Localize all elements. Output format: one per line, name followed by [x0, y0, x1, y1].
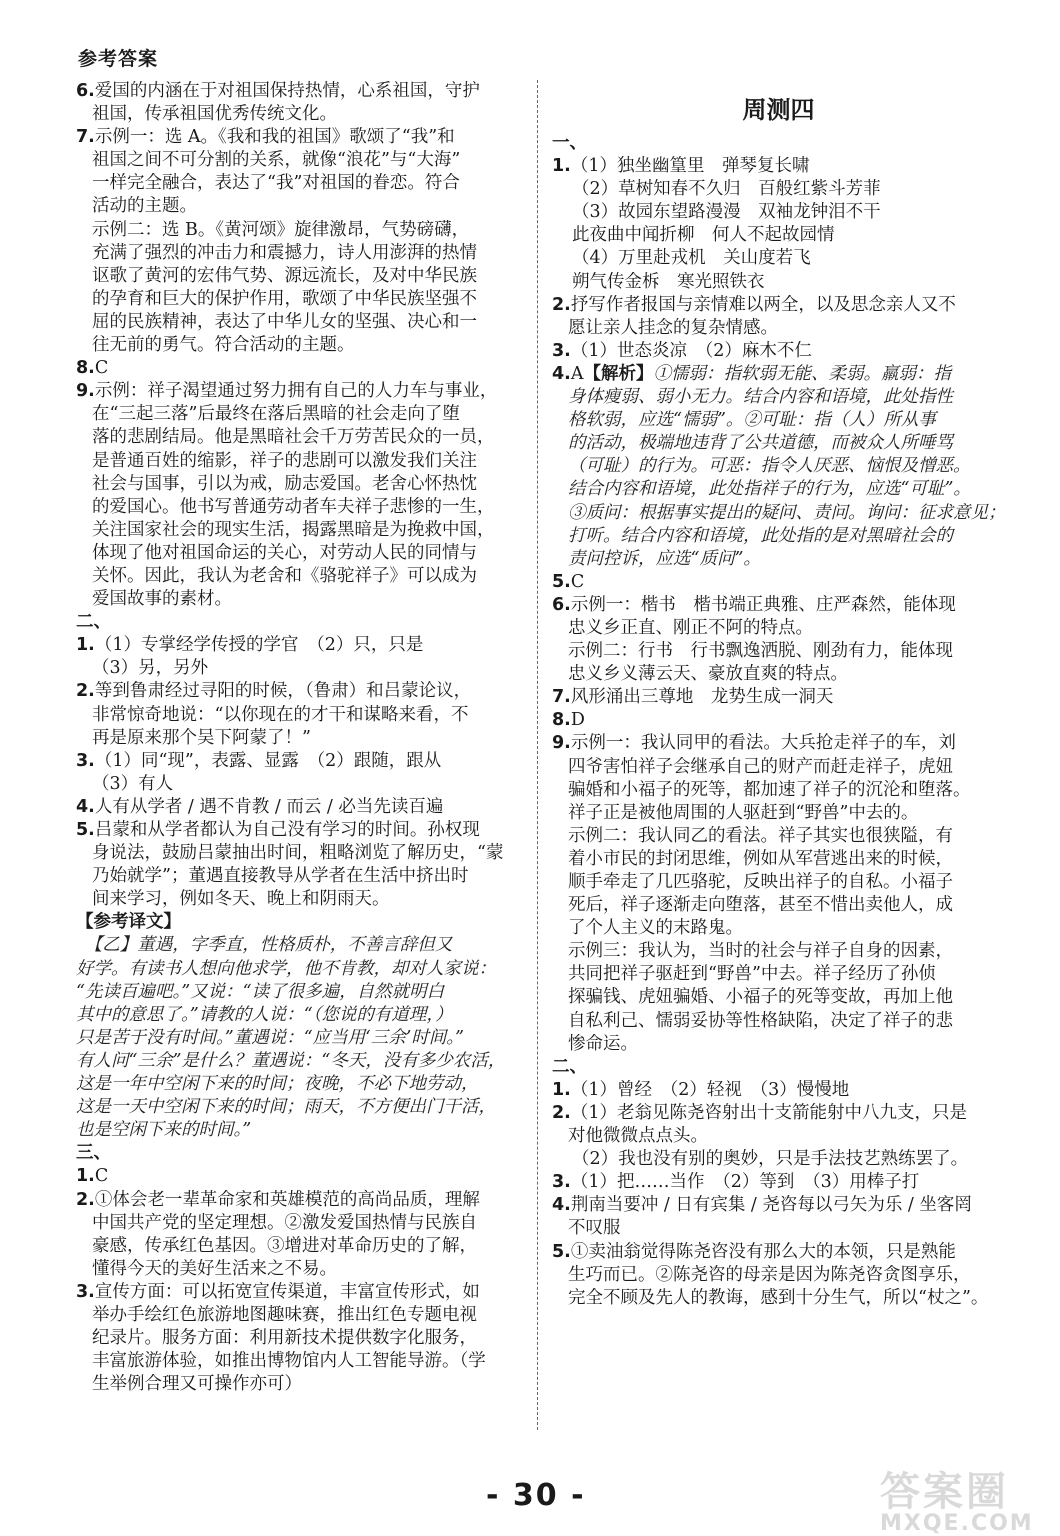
answer-line: 朔气传金柝 寒光照铁衣 — [572, 271, 765, 292]
answer-line: 在“三起三落”后最终在落后黑暗的社会走向了堕 — [92, 404, 460, 425]
answer-line: 生举例合理又可操作亦可） — [92, 1374, 302, 1395]
answer-line: 8.D — [552, 710, 585, 731]
answer-line: 4.A【解析】①懦弱：指软弱无能、柔弱。羸弱：指 — [552, 363, 951, 384]
answer-line: 示例二：选 B。《黄河颂》旋律激昂，气势磅礴， — [92, 219, 470, 240]
translation-line: 这是一天中空闲下来的时间；雨天，不方便出门干活， — [76, 1097, 496, 1118]
answer-line: 1.（1）独坐幽篁里 弹琴复长啸 — [552, 156, 810, 177]
answer-line: （2）我也没有别的奥妙，只是手法技艺熟练罢了。 — [572, 1149, 969, 1170]
translation-heading: 【参考译文】 — [76, 912, 181, 933]
answer-line: 9.示例：祥子渴望通过努力拥有自己的人力车与事业， — [76, 381, 498, 402]
watermark-logo — [880, 1460, 1040, 1536]
answer-line: 是普通百姓的缩影，祥子的悲剧可以激发我们关注 — [92, 450, 477, 471]
section-heading: 一、 — [552, 133, 587, 153]
answer-line: 讴歌了黄河的宏伟气势、源远流长，及对中华民族 — [92, 265, 477, 286]
answer-line: 骗婚和小福子的死等，都加速了祥子的沉沦和堕落。 — [568, 779, 971, 800]
answer-line: 愿让亲人挂念的复杂情感。 — [568, 317, 778, 338]
answer-line: 祥子正是被他周围的人驱赶到“野兽”中去的。 — [568, 802, 919, 823]
answer-line: 体现了他对祖国命运的关心，对劳动人民的同情与 — [92, 542, 477, 563]
section-title: 周测四 — [742, 96, 815, 124]
answer-line: 纪录片。服务方面：利用新技术提供数字化服务， — [92, 1328, 477, 1349]
answer-line: 4.荆南当要冲 / 日有宾集 / 尧咨每以弓矢为乐 / 坐客罔 — [552, 1195, 972, 1216]
translation-line: 也是空闲下来的时间。” — [76, 1120, 252, 1141]
answer-line: 的爱国心。他书写普通劳动者车夫祥子悲惨的一生， — [92, 496, 495, 517]
answer-line: 关注国家社会的现实生活，揭露黑暗是为挽救中国， — [92, 519, 495, 540]
answer-line: 活动的主题。 — [92, 196, 197, 217]
answer-line: 完全不顾及先人的教诲，感到十分生气，所以“杖之”。 — [568, 1287, 989, 1308]
right-column — [552, 80, 1005, 1310]
answer-line: 结合内容和语境，此处指祥子的行为，应选“可耻”。 — [568, 479, 971, 500]
answer-line: 祖国，传承祖国优秀传统文化。 — [92, 104, 337, 125]
answer-line: 举办手绘红色旅游地图趣味赛，推出红色专题电视 — [92, 1304, 477, 1325]
answer-line: 7.示例一：选 A。《我和我的祖国》歌颂了“我”和 — [76, 127, 455, 148]
answer-line: 共同把祥子驱赶到“野兽”中去。祥子经历了孙侦 — [568, 964, 936, 985]
answer-line: 不叹服 — [568, 1218, 621, 1239]
answer-line: 四爷害怕祥子会继承自己的财产而赶走祥子，虎妞 — [568, 756, 953, 777]
answer-line: ③质问：根据事实提出的疑问、责问。询问：征求意见； — [568, 502, 1006, 523]
page-number: - 30 - — [486, 1478, 586, 1513]
answer-line: 关怀。因此，我认为老舍和《骆驼祥子》可以成为 — [92, 565, 477, 586]
answer-line: 屈的民族精神，表达了中华儿女的坚强、决心和一 — [92, 311, 477, 332]
answer-line: （2）草树知春不久归 百般红紫斗芳菲 — [572, 179, 881, 200]
answer-line: 身体瘦弱、弱小无力。结合内容和语境，此处指性 — [568, 387, 953, 408]
answer-line: 豪感，传承红色基因。③增进对革命历史的了解， — [92, 1235, 477, 1256]
answer-line: 3.（1）同“现”，表露、显露 （2）跟随，跟从 — [76, 750, 442, 771]
answer-line: 乃始就学”；董遇直接教导从学者在生活中挤出时 — [92, 866, 469, 887]
answer-line: 6.示例一：楷书 楷书端正典雅、庄严森然，能体现 — [552, 594, 956, 615]
left-column — [76, 80, 523, 1396]
answer-line: 6.爱国的内涵在于对祖国保持热情，心系祖国，守护 — [76, 81, 480, 101]
answer-line: 5.吕蒙和从学者都认为自己没有学习的时间。孙权现 — [76, 820, 480, 840]
answer-line: 此夜曲中闻折柳 何人不起故园情 — [572, 225, 835, 246]
answer-line: 8.C — [76, 358, 109, 379]
answer-line: 3.（1）把……当作 （2）等到 （3）用棒子打 — [552, 1172, 920, 1193]
answer-line: 身说法，鼓励吕蒙抽出时间，粗略浏览了解历史，“蒙 — [92, 843, 504, 864]
answer-line: （3）另，另外 — [92, 658, 209, 679]
answer-line: 1.（1）专掌经学传授的学官 （2）只，只是 — [76, 635, 424, 656]
translation-line: 好学。有读书人想向他求学，他不肯教，却对人家说： — [76, 958, 496, 979]
answer-line: 爱国故事的素材。 — [92, 589, 232, 610]
column-divider — [537, 80, 538, 1430]
answer-line: 5.①卖油翁觉得陈尧咨没有那么大的本领，只是熟能 — [552, 1241, 956, 1262]
answer-line: 2.①体会老一辈革命家和英雄模范的高尚品质，理解 — [76, 1189, 480, 1210]
answer-line: 忠义乡义薄云天、豪放直爽的特点。 — [568, 664, 848, 685]
answer-line: 间来学习，例如冬天、晚上和阴雨天。 — [92, 889, 390, 910]
answer-line: 格软弱，应选“懦弱”。②可耻：指（人）所从事 — [568, 410, 936, 431]
answer-line: （可耻）的行为。可恶：指令人厌恶、恼恨及憎恶。 — [568, 456, 971, 477]
answer-line: 示例二：我认同乙的看法。祥子其实也很狭隘，有 — [568, 825, 953, 846]
answer-line: 示例三：我认为，当时的社会与祥子自身的因素， — [568, 941, 953, 962]
answer-line: 充满了强烈的冲击力和震撼力，诗人用澎湃的热情 — [92, 242, 477, 263]
watermark-text: 答案圈 — [880, 1469, 1009, 1515]
translation-line: 有人问“三余”是什么？董遇说：“冬天，没有多少农活， — [76, 1050, 506, 1071]
answer-line: 3.宣传方面：可以拓宽宣传渠道，丰富宣传形式，如 — [76, 1281, 480, 1302]
translation-line: “先读百遍吧。”又说：“读了很多遍，自然就明白 — [76, 981, 445, 1002]
answer-line: 忠义乡正直、刚正不阿的特点。 — [568, 617, 813, 638]
answer-line: 中国共产党的坚定理想。②激发爱国热情与民族自 — [92, 1212, 477, 1233]
answer-line: 了个人主义的末路鬼。 — [568, 918, 743, 939]
section-heading: 三、 — [76, 1143, 111, 1164]
answer-line: 生巧而已。②陈尧咨的母亲是因为陈尧咨贪图享乐， — [568, 1264, 971, 1285]
answer-line: 懂得今天的美好生活来之不易。 — [92, 1258, 337, 1279]
answer-line: 一样完全融合，表达了“我”对祖国的眷恋。符合 — [92, 173, 460, 194]
answer-line: 探骗钱、虎妞骗婚、小福子的死等变故，再加上他 — [568, 987, 953, 1008]
answer-line: 非常惊奇地说：“以你现在的才干和谋略来看，不 — [92, 704, 469, 725]
page-header: 参考答案 — [78, 48, 159, 70]
answer-line: （4）万里赴戎机 关山度若飞 — [572, 248, 811, 269]
answer-line: 7.风形涌出三尊地 龙势生成一洞天 — [552, 687, 834, 708]
answer-line: （3）故园东望路漫漫 双袖龙钟泪不干 — [572, 202, 881, 223]
answer-line: 祖国之间不可分割的关系，就像“浪花”与“大海” — [92, 150, 461, 171]
watermark-url: MXQE.COM — [880, 1511, 1034, 1536]
answer-line: 2.抒写作者报国与亲情难以两全，以及思念亲人又不 — [552, 294, 956, 315]
translation-line: 这是一年中空闲下来的时间；夜晚，不必下地劳动， — [76, 1074, 479, 1095]
answer-line: 自私利己、懦弱妥协等性格缺陷，决定了祥子的悲 — [568, 1010, 953, 1031]
answer-line: 4.人有从学者 / 遇不肯教 / 而云 / 必当先读百遍 — [76, 796, 444, 817]
answer-line: 社会与国事，引以为戒，励志爱国。老舍心怀热忱 — [92, 473, 477, 494]
answer-line: 再是原来那个吴下阿蒙了！” — [92, 727, 311, 748]
translation-line: 【乙】董遇，字季直，性格质朴，不善言辞但又 — [76, 935, 453, 956]
answer-line: 2.等到鲁肃经过寻阳的时候，（鲁肃）和吕蒙论议， — [76, 681, 472, 702]
section-heading: 二、 — [552, 1056, 587, 1077]
answer-line: （3）有人 — [92, 773, 174, 794]
answer-line: 1.C — [76, 1166, 109, 1187]
answer-line: 5.C — [552, 571, 585, 592]
answer-line: 责问控诉，应选“质问”。 — [568, 548, 761, 569]
answer-line: 9.示例一：我认同甲的看法。大兵抢走祥子的车，刘 — [552, 733, 956, 754]
answer-line: 示例二：行书 行书飘逸洒脱、刚劲有力，能体现 — [568, 641, 953, 662]
answer-line: 往无前的勇气。符合活动的主题。 — [92, 335, 355, 356]
answer-line: 的孕育和巨大的保护作用，歌颂了中华民族坚强不 — [92, 288, 477, 309]
answer-line: 落的悲剧结局。他是黑暗社会千万劳苦民众的一员， — [92, 427, 495, 448]
answer-line: 打听。结合内容和语境，此处指的是对黑暗社会的 — [568, 525, 953, 546]
section-heading: 二、 — [76, 612, 111, 633]
translation-line: 只是苦于没有时间。”董遇说：“应当用‘三余’时间。” — [76, 1027, 464, 1048]
answer-line: 对他微微点点头。 — [568, 1126, 708, 1147]
answer-line: 顺手牵走了几匹骆驼，反映出祥子的自私。小福子 — [568, 872, 953, 892]
translation-line: 其中的意思了。”请教的人说：“（您说的有道理，） — [76, 1004, 453, 1025]
answer-line: 丰富旅游体验，如推出博物馆内人工智能导游。（学 — [92, 1351, 486, 1372]
answer-line: 2.（1）老翁见陈尧咨射出十支箭能射中八九支，只是 — [552, 1102, 967, 1123]
answer-line: 着小市民的封闭思维，例如从军营逃出来的时候， — [568, 848, 953, 869]
answer-line: 的活动，极端地违背了公共道德，而被众人所唾骂 — [568, 433, 953, 454]
answer-line: 1.（1）曾经 （2）轻视 （3）慢慢地 — [552, 1079, 850, 1100]
answer-line: 死后，祥子逐渐走向堕落，甚至不惜出卖他人，成 — [568, 895, 953, 916]
answer-line: 惨命运。 — [568, 1033, 638, 1054]
answer-line: 3.（1）世态炎凉 （2）麻木不仁 — [552, 340, 812, 361]
